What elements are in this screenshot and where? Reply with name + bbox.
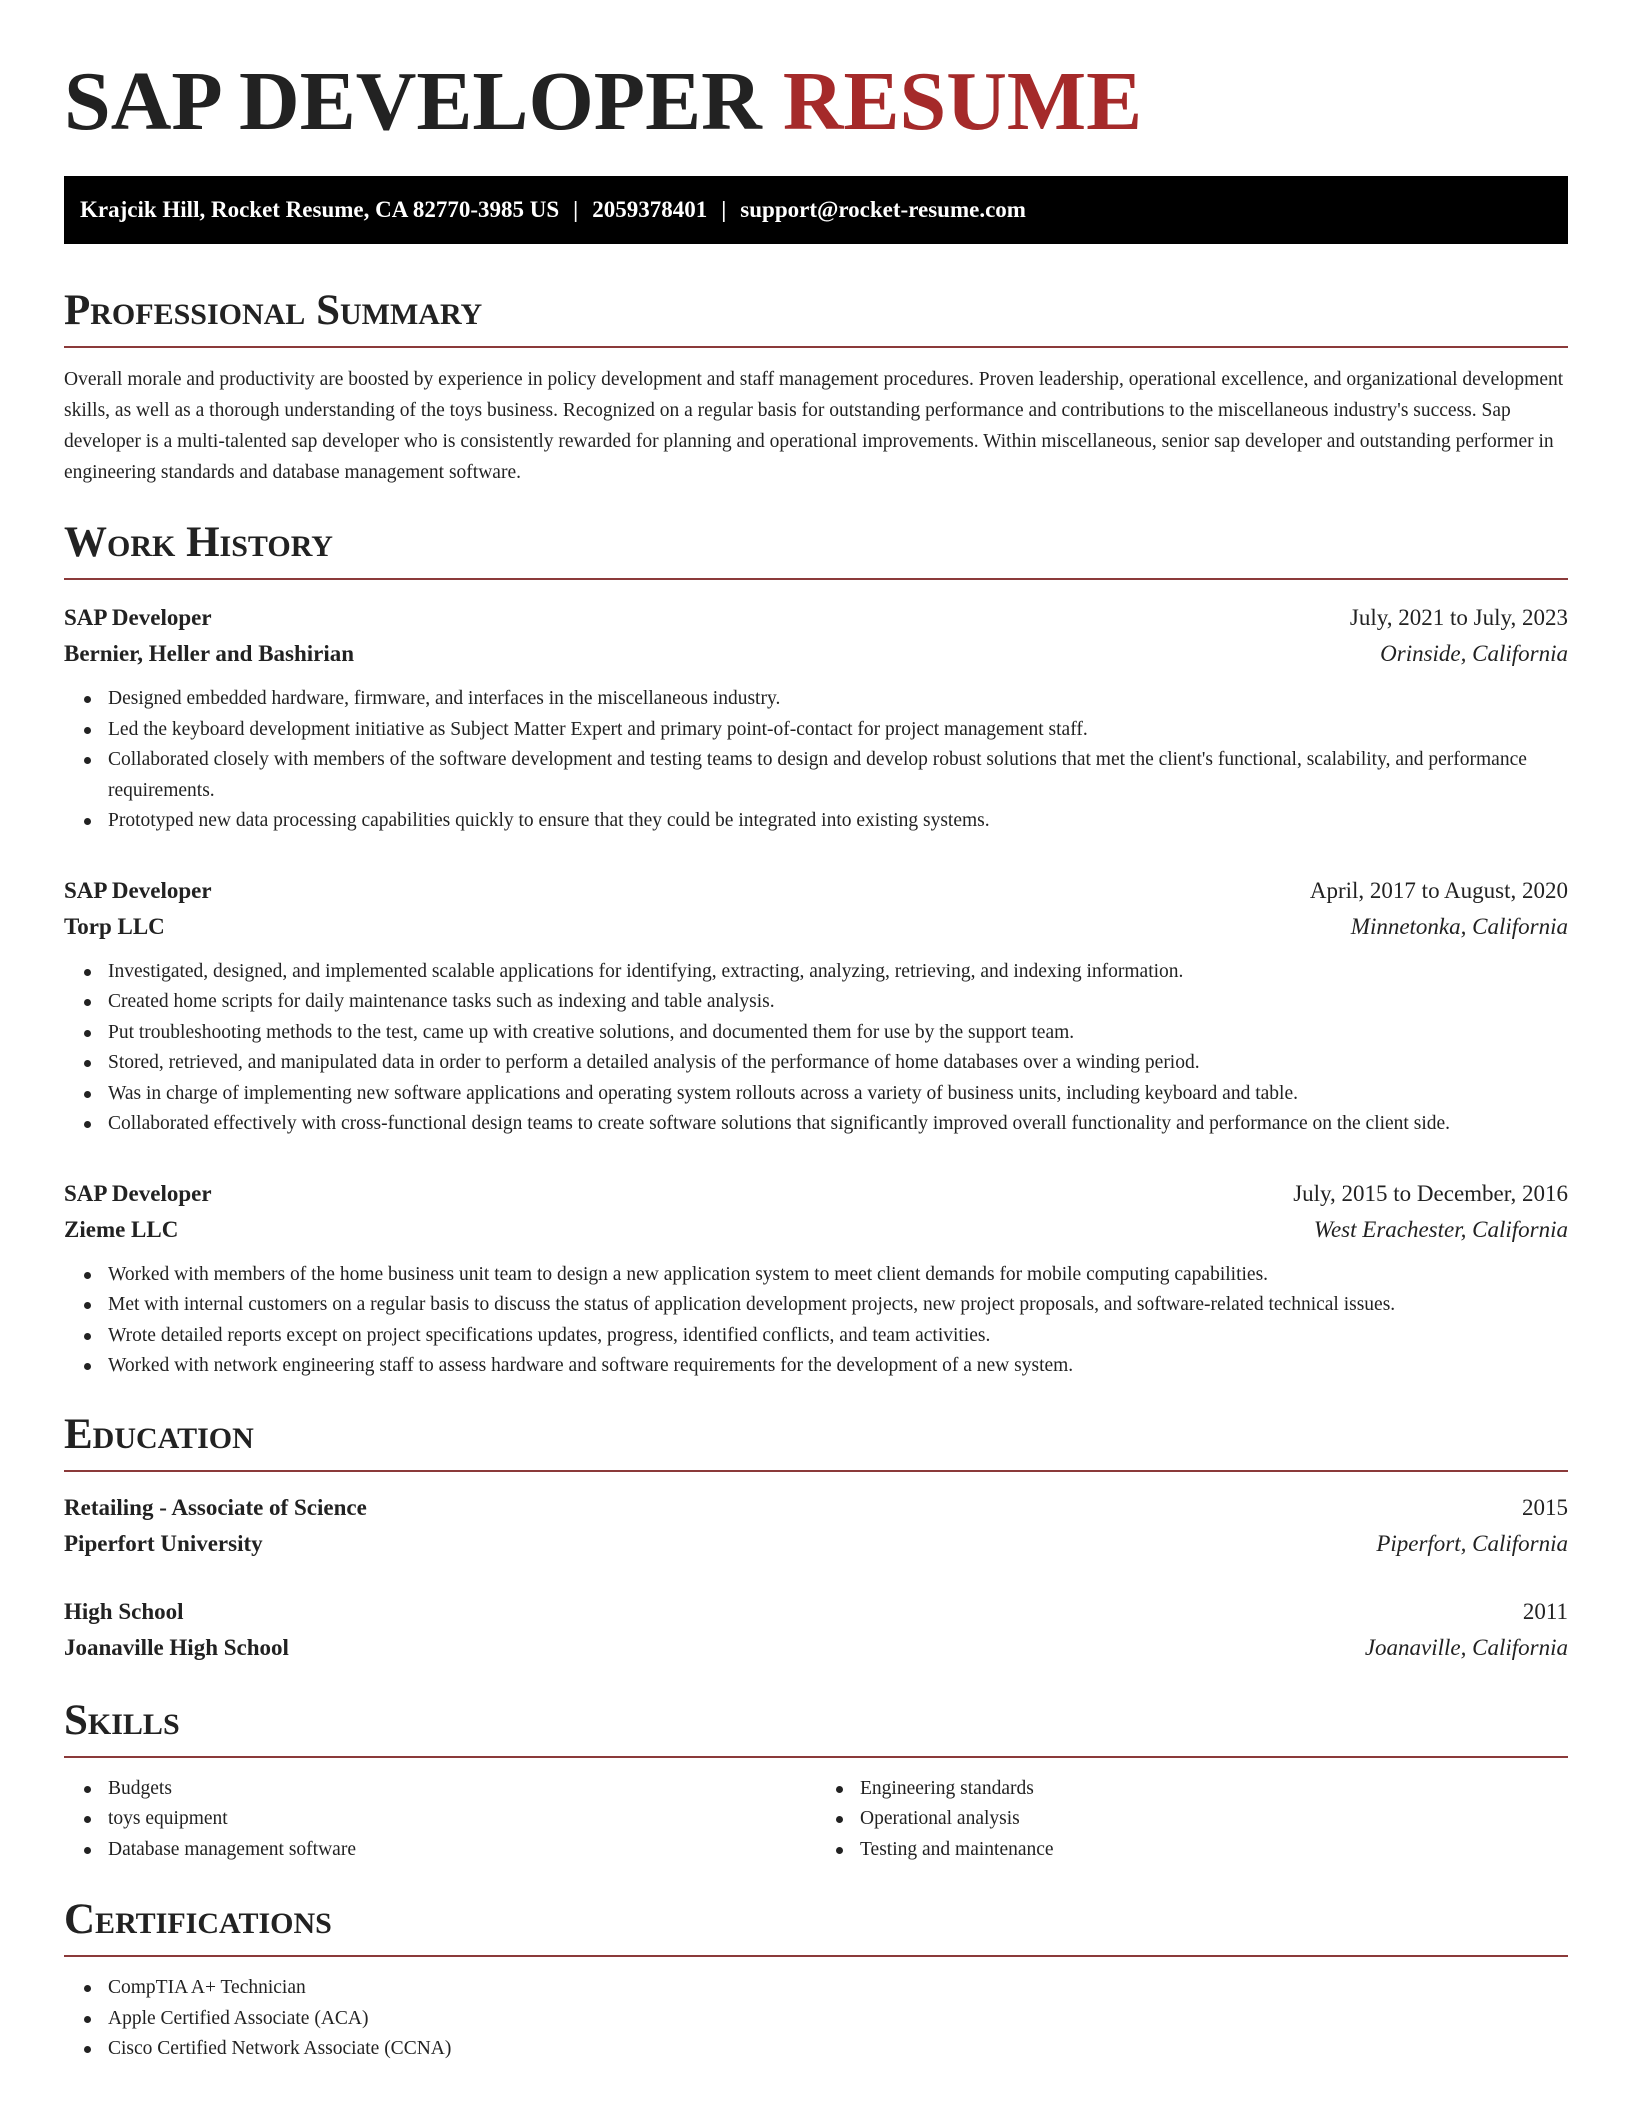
contact-email[interactable]: support@rocket-resume.com (740, 197, 1026, 222)
title-accent: RESUME (782, 55, 1143, 148)
list-item: Collaborated effectively with cross-functional design teams to create software solutions that significantly improved overall functionality and performance on the client side. (108, 1109, 1568, 1140)
education-degree: Retailing - Associate of Science (64, 1494, 367, 1520)
job-bullets (64, 957, 1568, 1140)
list-item: Worked with network engineering staff to assess hardware and software requirements for the development of a new system. (108, 1351, 1568, 1382)
contact-address: Krajcik Hill, Rocket Resume, CA 82770-3985 US (80, 197, 560, 222)
education-header-row (64, 1594, 1568, 1630)
list-item: Database management software (108, 1835, 816, 1866)
list-item: Prototyped new data processing capabilities quickly to ensure that they could be integrated into existing systems. (108, 806, 1568, 837)
list-item: Was in charge of implementing new software applications and operating system rollouts across a variety of business units, including keyboard and table. (108, 1079, 1568, 1110)
list-item: Stored, retrieved, and manipulated data in order to perform a detailed analysis of the performance of home databases over a winding period. (108, 1048, 1568, 1079)
title-main: SAP DEVELOPER (64, 55, 762, 148)
list-item: Investigated, designed, and implemented scalable applications for identifying, extracting, analyzing, retrieving, and indexing information. (108, 957, 1568, 988)
job-bullets (64, 684, 1568, 837)
job-dates: July, 2021 to July, 2023 (1349, 605, 1568, 630)
section-heading-certifications: Certifications (64, 1895, 1568, 1957)
job-entry (64, 873, 1568, 1140)
education-year: 2015 (1522, 1494, 1568, 1520)
list-item: Met with internal customers on a regular basis to discuss the status of application development projects, new project proposals, and software-related technical issues. (108, 1290, 1568, 1321)
section-heading-work: Work History (64, 518, 1568, 580)
education-entry (64, 1594, 1568, 1666)
job-title: SAP Developer (64, 877, 212, 903)
job-entry (64, 1176, 1568, 1382)
job-bullets (64, 1260, 1568, 1382)
education-year: 2011 (1522, 1598, 1568, 1624)
job-dates: April, 2017 to August, 2020 (1309, 877, 1568, 903)
skills-list-left (64, 1774, 816, 1866)
list-item: Budgets (108, 1774, 816, 1805)
list-item: toys equipment (108, 1804, 816, 1835)
job-dates: July, 2015 to December, 2016 (1293, 1180, 1568, 1206)
list-item: Put troubleshooting methods to the test, came up with creative solutions, and documented them for use by the support team. (108, 1018, 1568, 1049)
job-header-row (64, 600, 1568, 636)
summary-text: Overall morale and productivity are boosted by experience in policy development and staff management procedures. Proven leadership, operational excellence, and organizational development skills, as well as a thorough understanding of the toys business. Recognized on a regular basis for outstanding performance and contributions to the miscellaneous industry's success. Sap developer is a multi-talented sap developer who is consistently rewarded for planning and operational improvements. Within miscellaneous, senior sap developer and outstanding performer in engineering standards and database management software. (64, 369, 1564, 483)
job-location: West Erachester, California (1313, 1216, 1568, 1242)
contact-separator: | (573, 197, 579, 222)
education-location: Piperfort, California (1376, 1530, 1568, 1556)
skills-section (64, 1696, 1568, 1866)
job-company: Bernier, Heller and Bashirian (64, 641, 355, 666)
education-school: Joanaville High School (64, 1634, 289, 1660)
list-item: Wrote detailed reports except on project specifications updates, progress, identified conflicts, and team activities. (108, 1321, 1568, 1352)
education-school: Piperfort University (64, 1530, 263, 1556)
job-location: Orinside, California (1380, 641, 1568, 666)
education-header-row (64, 1490, 1568, 1526)
list-item: Worked with members of the home business unit team to design a new application system to meet client demands for mobile computing capabilities. (108, 1260, 1568, 1291)
list-item: Engineering standards (860, 1774, 1568, 1805)
job-company: Zieme LLC (64, 1216, 179, 1242)
job-company-row (64, 1212, 1568, 1248)
contact-phone: 2059378401 (592, 197, 708, 222)
education-section (64, 1410, 1568, 1666)
job-company-row (64, 909, 1568, 945)
education-school-row (64, 1630, 1568, 1666)
section-heading-skills: Skills (64, 1696, 1568, 1758)
section-heading-education: Education (64, 1410, 1568, 1472)
skills-grid (64, 1774, 1568, 1866)
job-entry (64, 600, 1568, 837)
job-company: Torp LLC (64, 913, 165, 939)
list-item: Testing and maintenance (860, 1835, 1568, 1866)
list-item: Apple Certified Associate (ACA) (108, 2004, 1568, 2035)
resume-title (64, 52, 1568, 152)
certifications-section (64, 1895, 1568, 2065)
job-header-row (64, 873, 1568, 909)
education-school-row (64, 1526, 1568, 1562)
skills-list-right (816, 1774, 1568, 1866)
list-item: Cisco Certified Network Associate (CCNA) (108, 2034, 1568, 2065)
list-item: CompTIA A+ Technician (108, 1973, 1568, 2004)
contact-bar (64, 176, 1568, 244)
list-item: Created home scripts for daily maintenance tasks such as indexing and table analysis. (108, 987, 1568, 1018)
section-heading-summary: Professional Summary (64, 286, 1568, 348)
job-title: SAP Developer (64, 1180, 212, 1206)
education-location: Joanaville, California (1364, 1634, 1568, 1660)
education-degree: High School (64, 1598, 184, 1624)
certifications-list (64, 1973, 1568, 2065)
job-company-row (64, 636, 1568, 672)
professional-summary-section (64, 286, 1568, 488)
job-location: Minnetonka, California (1350, 913, 1568, 939)
job-title: SAP Developer (64, 605, 212, 630)
education-entry (64, 1490, 1568, 1562)
list-item: Collaborated closely with members of the software development and testing teams to design and develop robust solutions that met the client's functional, scalability, and performance requirements. (108, 745, 1568, 806)
list-item: Designed embedded hardware, firmware, and interfaces in the miscellaneous industry. (108, 684, 1568, 715)
contact-separator: | (721, 197, 727, 222)
list-item: Operational analysis (860, 1804, 1568, 1835)
list-item: Led the keyboard development initiative as Subject Matter Expert and primary point-of-contact for project management staff. (108, 715, 1568, 746)
work-history-section (64, 518, 1568, 1382)
job-header-row (64, 1176, 1568, 1212)
